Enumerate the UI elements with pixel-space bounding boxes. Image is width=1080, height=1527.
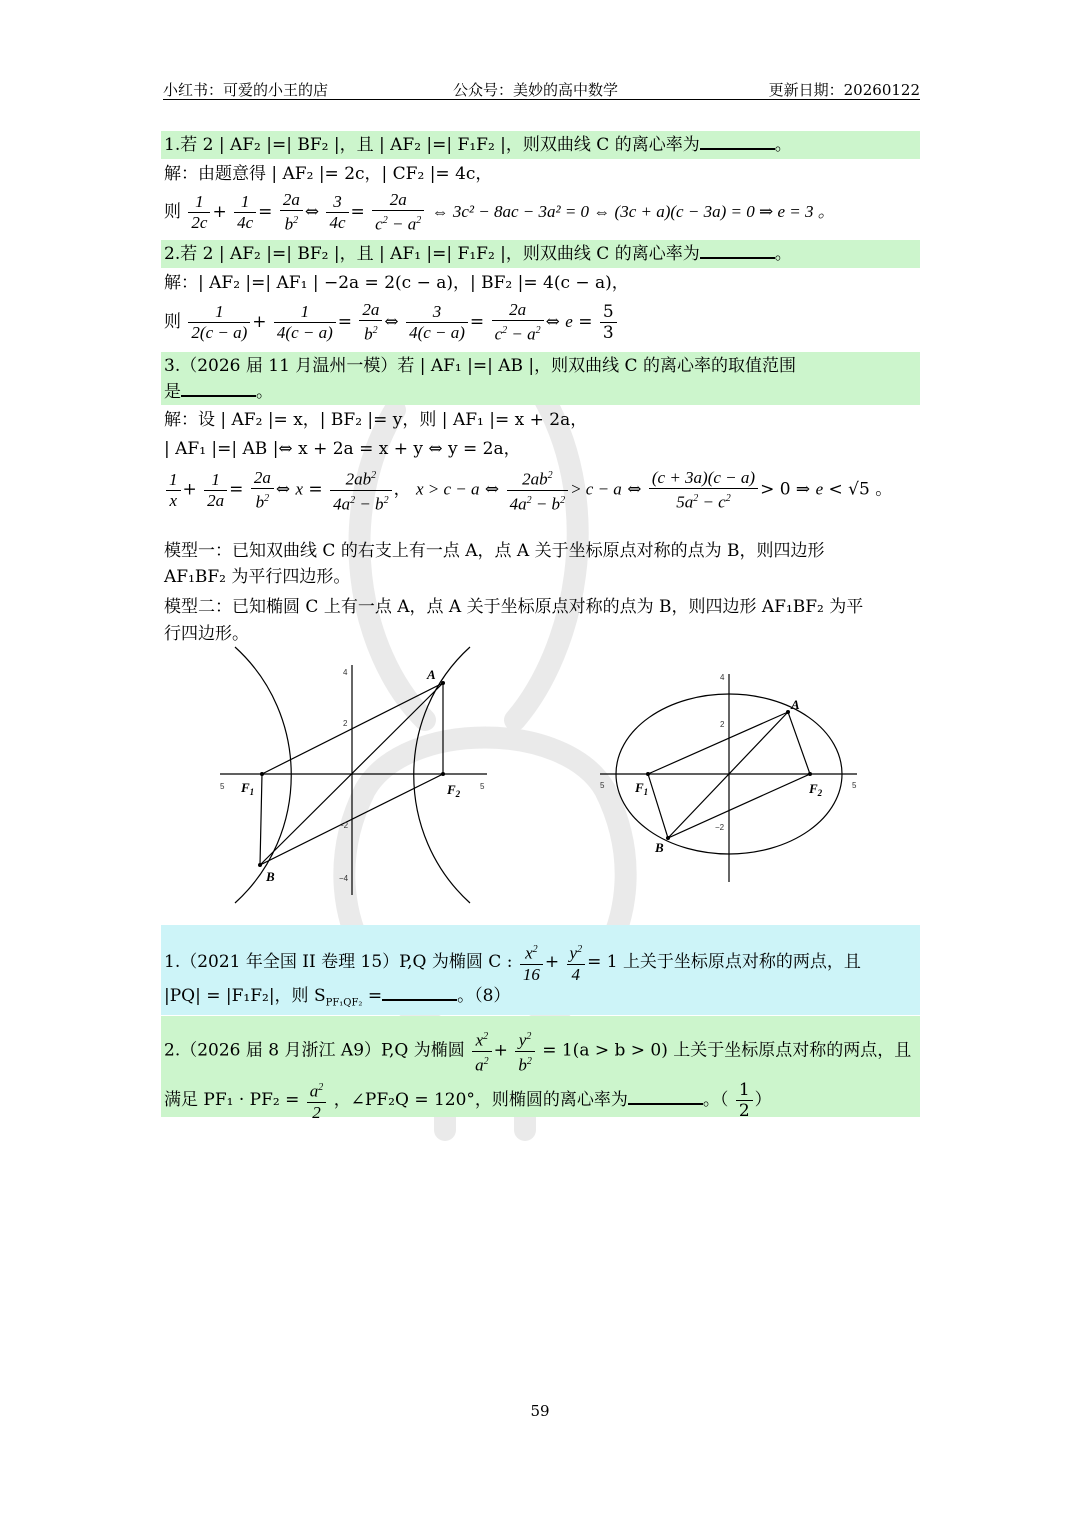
q2-stem <box>164 243 792 265</box>
frac-1-x: $\frac{1}{x}$ <box>166 470 181 511</box>
frac-1-2a: $\frac{1}{2a}$ <box>204 470 227 511</box>
hyp-label-a: A <box>427 667 436 682</box>
ex1-line2-c: 。（8） <box>457 986 511 1006</box>
frac-2a-c2a2: $\frac{2a}{c^2 - a^2}$ <box>372 190 424 235</box>
ex2-line2-b: ，∠PF₂Q = 120°，则椭圆的离心率为 <box>333 1089 628 1110</box>
hyp-label-b: B <box>266 869 275 884</box>
frac-1-2: $\frac{1}{2}$ <box>736 1080 753 1121</box>
frac-2a-b2-q2: $\frac{2a}{b^2}$ <box>359 300 382 345</box>
ex1-line-2 <box>164 985 510 1014</box>
ex2-line2-c: 。（ <box>702 1089 729 1110</box>
q3-solution-1: 解：设 | AF₂ |= x，| BF₂ |= y，则 | AF₁ |= x + 2a， <box>164 410 588 430</box>
ex-tick-neg: 5 <box>600 781 605 790</box>
hyp-label-f2: $F_2$ <box>447 782 461 799</box>
q1-sol2-tail: ⇔ 3c² − 8ac − 3a² = 0 ⇔ (3c + a)(c − 3a) = 0 ⇒ e = 3 。 <box>431 201 835 221</box>
q3-stem-2-text: 是 <box>164 382 181 402</box>
q2-sol2-prefix: 则 <box>164 311 181 332</box>
q3-stem-end: 。 <box>256 382 273 402</box>
q1-solution-2: 则 $\frac{1}{2c}$ + $\frac{1}{4c}$ = $\frac{2a}{b^2}$ ⇔ $\frac{3}{4c}$ = $\frac{2a}{c^2 - a^2}$ ⇔ 3c² − 8ac − 3a² = 0 ⇔ (3c + a)(c − 3a) = 0 ⇒ e = 3 。 <box>164 190 835 234</box>
q2-solution-2: 则 $\frac{1}{2(c - a)}$ + $\frac{1}{4(c - a)}$ = $\frac{2a}{b^2}$ ⇔ $\frac{3}{4(c - a)}$ = $\frac{2a}{c^2 - a^2}$ ⇔ e = $\frac{5}{3}$ <box>164 300 619 345</box>
ex2-line2-a: 满足 PF₁ · PF₂ = <box>164 1089 300 1110</box>
ell-label-b: B <box>655 840 664 855</box>
frac-3-4ca: $\frac{3}{4(c - a)}$ <box>406 302 468 343</box>
frac-3-4c: $\frac{3}{4c}$ <box>326 192 348 233</box>
q3-solution-2: | AF₁ |=| AB |⇔ x + 2a = x + y ⇔ y = 2a， <box>164 439 521 459</box>
frac-x2-16: $\frac{x^2}{16}$ <box>520 940 543 985</box>
ex2-line1-a: 2.（2026 届 8 月浙江 A9）P,Q 为椭圆 <box>164 1040 465 1061</box>
frac-2a-c2a2-q2: $\frac{2a}{c^2 - a^2}$ <box>492 300 544 345</box>
ell-label-f2: $F_2$ <box>809 781 823 798</box>
ex2-line2-d: ） <box>754 1089 772 1110</box>
ex2-line1-b: = 1(a > b > 0) 上关于坐标原点对称的两点，且 <box>542 1040 912 1061</box>
model-1-line-2: AF₁BF₂ 为平行四边形。 <box>164 567 351 587</box>
q3-answer-blank <box>181 381 256 397</box>
ex1-line1-b: 上关于坐标原点对称的两点，且 <box>622 951 861 972</box>
ellipse-figure <box>595 670 865 885</box>
ell-label-f1: $F_1$ <box>635 780 649 797</box>
ex1-line1-a: 1.（2021 年全国 II 卷理 15）P,Q 为椭圆 C : <box>164 951 513 972</box>
frac-y2-b2: $\frac{y^2}{b^2}$ <box>515 1027 535 1075</box>
q1-stem <box>164 134 792 156</box>
frac-1-2ca: $\frac{1}{2(c - a)}$ <box>188 302 250 343</box>
ell-label-a: A <box>791 697 800 712</box>
q1-stem-end: 。 <box>774 135 792 155</box>
page-header <box>163 77 920 100</box>
ex1-line2-b: = <box>367 986 383 1006</box>
ex2-line-2 <box>164 1078 772 1123</box>
frac-2a-b2: $\frac{2a}{b^2}$ <box>280 190 303 235</box>
frac-x2-a2: $\frac{x^2}{a^2}$ <box>472 1027 492 1075</box>
hx-tick-pos: 5 <box>480 782 485 791</box>
q1-sol2-prefix: 则 <box>164 201 181 222</box>
q1-stem-text: 1.若 2 | AF₂ |=| BF₂ |，且 | AF₂ |=| F₁F₂ |，则双曲线 C 的离心率为 <box>164 135 700 155</box>
header-left: 小红书：可爱的小王的店 <box>163 81 329 99</box>
ey-tick-2: 2 <box>720 720 725 729</box>
hy-tick-n4: −4 <box>339 874 349 883</box>
header-middle: 公众号：美妙的高中数学 <box>453 81 619 99</box>
frac-1-2c: $\frac{1}{2c}$ <box>188 192 210 233</box>
model-2-line-2: 行四边形。 <box>164 624 249 644</box>
header-right: 更新日期：20260122 <box>768 81 920 99</box>
q3-solution-3: $\frac{1}{x}$ + $\frac{1}{2a}$ = $\frac{2a}{b^2}$ ⇔ x = $\frac{2ab^2}{4a^2 - b^2}$ ， x > c − a ⇔ $\frac{2ab^2}{4a^2 - b^2}$ > c − a ⇔ $\frac{(c + 3a)(c - a)}{5a^2 - c^2}$ > 0 ⇒ e < √5 。 <box>164 466 892 514</box>
ex1-answer-blank <box>382 985 457 1001</box>
frac-1-4c: $\frac{1}{4c}$ <box>234 192 256 233</box>
hyperbola-figure <box>215 645 500 905</box>
diagonal-ab <box>668 712 788 838</box>
frac-y2-4: $\frac{y^2}{4}$ <box>567 940 586 985</box>
hy-tick-4: 4 <box>343 668 348 677</box>
ey-tick-4: 4 <box>720 673 725 682</box>
q1-answer-blank <box>700 134 775 150</box>
q2-stem-end: 。 <box>774 244 792 264</box>
ex2-answer-blank <box>628 1089 703 1105</box>
frac-ineq: $\frac{(c + 3a)(c - a)}{5a^2 - c^2}$ <box>649 468 758 513</box>
ex1-line-1: 1.（2021 年全国 II 卷理 15）P,Q 为椭圆 C : $\frac{x^2}{16}$ + $\frac{y^2}{4}$ = 1 上关于坐标原点对称的两点，且 <box>164 940 861 985</box>
hy-tick-n2: −2 <box>339 821 349 830</box>
frac-a2-2: $\frac{a^2}{2}$ <box>307 1078 327 1123</box>
hx-tick-neg: 5 <box>220 782 225 791</box>
frac-5-3: $\frac{5}{3}$ <box>600 302 617 343</box>
frac-2a-b2-q3: $\frac{2a}{b^2}$ <box>251 468 274 513</box>
q2-solution-1: 解：| AF₂ |=| AF₁ | −2a = 2(c − a)，| BF₂ |= 4(c − a)， <box>164 273 629 293</box>
ey-tick-n2: −2 <box>715 823 725 832</box>
ex1-line2-sub: PF₁QF₂ <box>325 997 363 1009</box>
frac-1-4ca: $\frac{1}{4(c - a)}$ <box>274 302 336 343</box>
q3-stem-2 <box>164 381 273 403</box>
q2-stem-text: 2.若 2 | AF₂ |=| BF₂ |，且 | AF₁ |=| F₁F₂ |，则双曲线 C 的离心率为 <box>164 244 700 264</box>
q2-answer-blank <box>700 243 775 259</box>
frac-2ab2: $\frac{2ab^2}{4a^2 - b^2}$ <box>330 466 391 514</box>
q3-stem-1: 3.（2026 届 11 月温州一模）若 | AF₁ |=| AB |，则双曲线 C 的离心率的取值范围 <box>164 356 796 376</box>
ex-tick-pos: 5 <box>852 781 857 790</box>
hyp-label-f1: $F_1$ <box>241 780 255 797</box>
ex2-line-1: 2.（2026 届 8 月浙江 A9）P,Q 为椭圆 $\frac{x^2}{a^2}$ + $\frac{y^2}{b^2}$ = 1(a > b > 0) 上关于坐标原点对称的两点，且 <box>164 1027 911 1075</box>
hy-tick-2: 2 <box>343 719 348 728</box>
model-2-line-1: 模型二：已知椭圆 C 上有一点 A，点 A 关于坐标原点对称的点为 B，则四边形 AF₁BF₂ 为平 <box>164 597 864 617</box>
q1-solution-1: 解：由题意得 | AF₂ |= 2c，| CF₂ |= 4c， <box>164 164 493 184</box>
ex1-line2-a: |PQ| = |F₁F₂|，则 S <box>164 986 326 1006</box>
model-1-line-1: 模型一：已知双曲线 C 的右支上有一点 A，点 A 关于坐标原点对称的点为 B，则四边形 <box>164 541 825 561</box>
page-number: 59 <box>530 1402 550 1420</box>
frac-2ab2-b: $\frac{2ab^2}{4a^2 - b^2}$ <box>507 466 568 514</box>
